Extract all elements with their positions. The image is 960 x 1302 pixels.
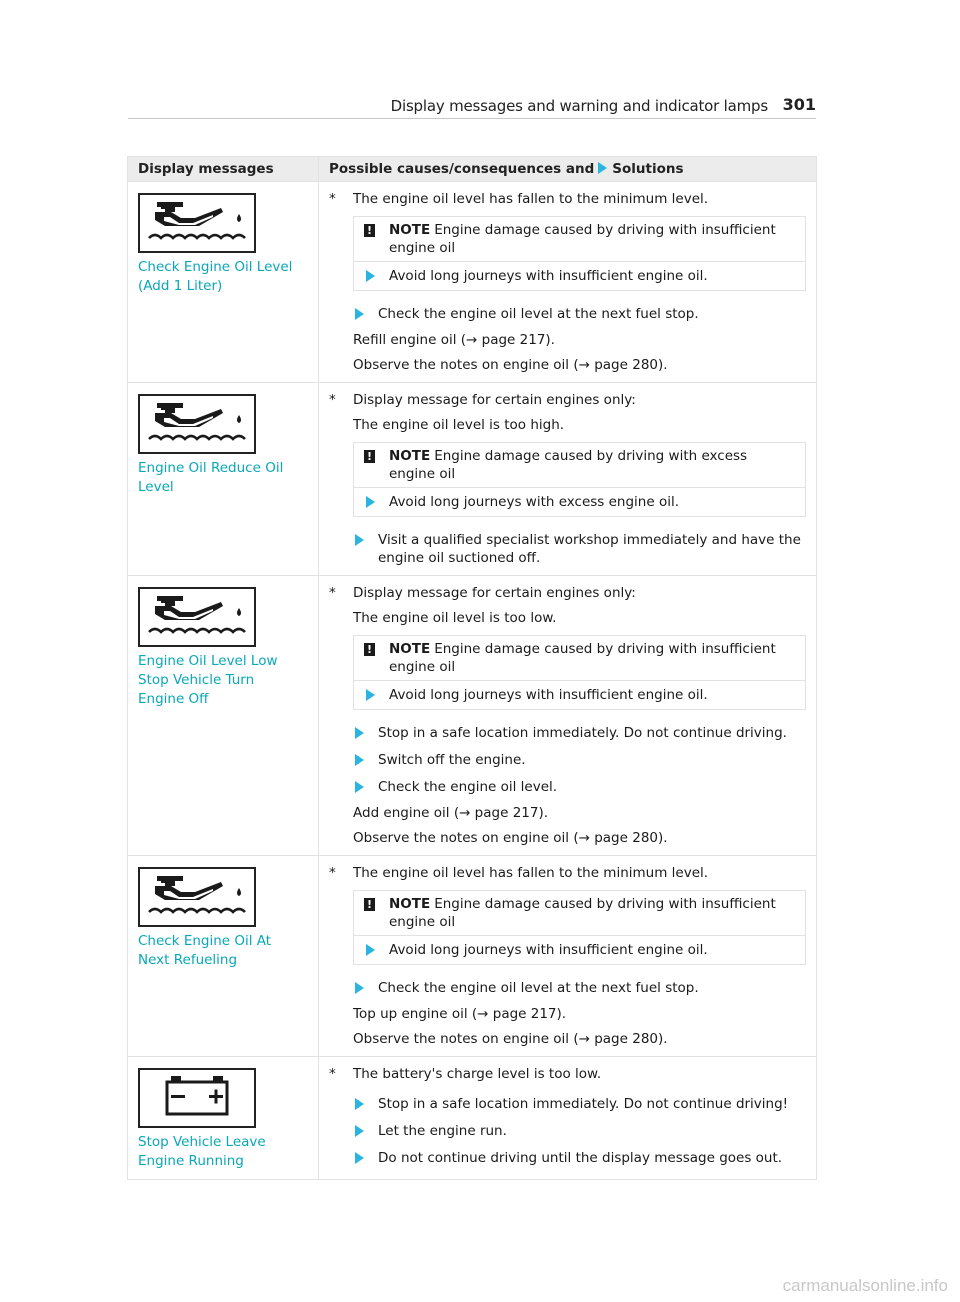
cause-text: The engine oil level is too high.	[353, 417, 565, 433]
message-cell	[128, 182, 319, 383]
cause	[329, 864, 806, 882]
note-header	[354, 217, 805, 262]
reference-line: Observe the notes on engine oil (→ page 280).	[353, 830, 668, 846]
play-arrow-icon	[366, 270, 375, 282]
display-message-line: Level	[138, 479, 174, 495]
note-action	[354, 681, 805, 709]
note-box	[353, 442, 806, 517]
causes-cell	[319, 576, 817, 856]
column-header-solutions-text: Solutions	[612, 161, 684, 177]
play-arrow-icon	[355, 308, 364, 320]
note-text: Engine damage caused by driving with insufficient engine oil	[389, 641, 776, 675]
note-action-text: Avoid long journeys with insufficient engine oil.	[389, 942, 708, 958]
reference-line: Add engine oil (→ page 217).	[353, 805, 549, 821]
note-action	[354, 936, 805, 964]
causes-cell	[319, 856, 817, 1057]
display-message-text	[138, 652, 308, 709]
asterisk-icon: *	[329, 1066, 336, 1082]
cause-text: The engine oil level has fallen to the minimum level.	[353, 865, 709, 881]
display-message-line: Next Refueling	[138, 952, 238, 968]
note-content	[389, 640, 795, 676]
symbol-box	[138, 1068, 256, 1128]
oil-can-icon	[147, 872, 247, 923]
solution-step-text: Check the engine oil level at the next fuel stop.	[378, 306, 699, 322]
note-action-text: Avoid long journeys with excess engine oil.	[389, 494, 680, 510]
watermark: carmanualsonline.info	[782, 1276, 948, 1295]
display-message-text	[138, 932, 308, 970]
solution-step-text: Switch off the engine.	[378, 752, 526, 768]
note-label: NOTE	[389, 896, 431, 912]
solution-step	[329, 1149, 806, 1167]
note-label: NOTE	[389, 222, 431, 238]
note-box	[353, 216, 806, 291]
symbol-box	[138, 587, 256, 647]
play-arrow-icon	[355, 1152, 364, 1164]
message-cell	[128, 856, 319, 1057]
display-messages-table	[127, 156, 817, 1180]
oil-can-icon	[147, 198, 247, 249]
causes-cell	[319, 383, 817, 576]
warning-icon: !	[364, 450, 375, 463]
play-arrow-icon	[355, 534, 364, 546]
note-text: Engine damage caused by driving with excess engine oil	[389, 448, 748, 482]
solution-step-text: Do not continue driving until the display message goes out.	[378, 1150, 783, 1166]
cause-text: The engine oil level has fallen to the minimum level.	[353, 191, 709, 207]
page-number: 301	[782, 95, 816, 114]
reference-line: Top up engine oil (→ page 217).	[353, 1006, 567, 1022]
column-header-display-messages: Display messages	[128, 157, 319, 182]
display-message-line: Engine Oil Level Low	[138, 653, 278, 669]
table-row	[128, 182, 817, 383]
display-message-line: Engine Oil Reduce Oil	[138, 460, 284, 476]
note-header	[354, 891, 805, 936]
play-arrow-icon	[355, 754, 364, 766]
play-arrow-icon	[366, 496, 375, 508]
page-header-title: Display messages and warning and indicator lamps	[390, 97, 768, 115]
note-label: NOTE	[389, 448, 431, 464]
display-message-line: Stop Vehicle Leave	[138, 1134, 266, 1150]
display-message-text	[138, 459, 308, 497]
causes-cell	[319, 182, 817, 383]
asterisk-icon: *	[329, 865, 336, 881]
solution-step	[329, 751, 806, 769]
note-action	[354, 488, 805, 516]
note-box	[353, 890, 806, 965]
solution-step-text: Check the engine oil level at the next fuel stop.	[378, 980, 699, 996]
table-row	[128, 383, 817, 576]
oil-can-icon	[147, 592, 247, 643]
note-text: Engine damage caused by driving with insufficient engine oil	[389, 222, 776, 256]
reference-line: Observe the notes on engine oil (→ page 280).	[353, 357, 668, 373]
solution-step-text: Stop in a safe location immediately. Do not continue driving!	[378, 1096, 789, 1112]
table-row	[128, 576, 817, 856]
note-box	[353, 635, 806, 710]
column-header-causes-text: Possible causes/consequences and	[329, 161, 595, 177]
display-message-line: Engine Running	[138, 1153, 244, 1169]
message-cell	[128, 383, 319, 576]
asterisk-icon: *	[329, 585, 336, 601]
cause-text: The battery's charge level is too low.	[353, 1066, 602, 1082]
symbol-box	[138, 394, 256, 454]
note-label: NOTE	[389, 641, 431, 657]
solution-step	[329, 1122, 806, 1140]
warning-icon: !	[364, 643, 375, 656]
note-action-text: Avoid long journeys with insufficient engine oil.	[389, 687, 708, 703]
play-arrow-icon	[355, 781, 364, 793]
causes-cell	[319, 1057, 817, 1180]
solution-step-text: Stop in a safe location immediately. Do not continue driving.	[378, 725, 787, 741]
play-arrow-icon	[355, 982, 364, 994]
display-message-line: (Add 1 Liter)	[138, 278, 223, 294]
note-content	[389, 895, 795, 931]
display-message-line: Check Engine Oil Level	[138, 259, 293, 275]
reference-line: Observe the notes on engine oil (→ page 280).	[353, 1031, 668, 1047]
message-cell	[128, 1057, 319, 1180]
cause	[329, 1065, 806, 1083]
solution-step	[329, 531, 806, 567]
table-header-row	[128, 157, 817, 182]
note-action-text: Avoid long journeys with insufficient engine oil.	[389, 268, 708, 284]
table-row	[128, 1057, 817, 1180]
solution-step	[329, 1095, 806, 1113]
cause-text: Display message for certain engines only:	[353, 585, 636, 601]
solution-step-text: Visit a qualified specialist workshop immediately and have the engine oil suctioned off.	[378, 532, 801, 566]
display-message-line: Stop Vehicle Turn	[138, 672, 255, 688]
asterisk-icon: *	[329, 191, 336, 207]
table-row	[128, 856, 817, 1057]
table-body	[128, 182, 817, 1180]
note-header	[354, 636, 805, 681]
display-message-text	[138, 1133, 308, 1171]
asterisk-icon: *	[329, 392, 336, 408]
cause-text: The engine oil level is too low.	[353, 610, 557, 626]
display-message-line: Engine Off	[138, 691, 209, 707]
play-arrow-icon	[355, 1125, 364, 1137]
play-arrow-icon	[366, 944, 375, 956]
solution-step	[329, 305, 806, 323]
symbol-box	[138, 867, 256, 927]
cause-text: Display message for certain engines only:	[353, 392, 636, 408]
oil-can-icon	[147, 399, 247, 450]
display-message-line: Check Engine Oil At	[138, 933, 272, 949]
message-cell	[128, 576, 319, 856]
play-arrow-icon	[355, 1098, 364, 1110]
play-arrow-icon	[598, 162, 607, 174]
note-header	[354, 443, 805, 488]
solution-step-text: Check the engine oil level.	[378, 779, 558, 795]
play-arrow-icon	[366, 689, 375, 701]
play-arrow-icon	[355, 727, 364, 739]
warning-icon: !	[364, 898, 375, 911]
cause	[329, 190, 806, 208]
note-action	[354, 262, 805, 290]
solution-step	[329, 724, 806, 742]
display-message-text	[138, 258, 308, 296]
cause	[329, 391, 806, 409]
solution-step-text: Let the engine run.	[378, 1123, 507, 1139]
symbol-box	[138, 193, 256, 253]
solution-step	[329, 778, 806, 796]
cause	[329, 584, 806, 602]
reference-line: Refill engine oil (→ page 217).	[353, 332, 555, 348]
warning-icon: !	[364, 224, 375, 237]
note-text: Engine damage caused by driving with insufficient engine oil	[389, 896, 776, 930]
solution-step	[329, 979, 806, 997]
note-content	[389, 221, 795, 257]
page-header	[128, 92, 816, 119]
column-header-causes-solutions	[319, 157, 817, 182]
note-content	[389, 447, 795, 483]
battery-icon	[161, 1074, 233, 1123]
